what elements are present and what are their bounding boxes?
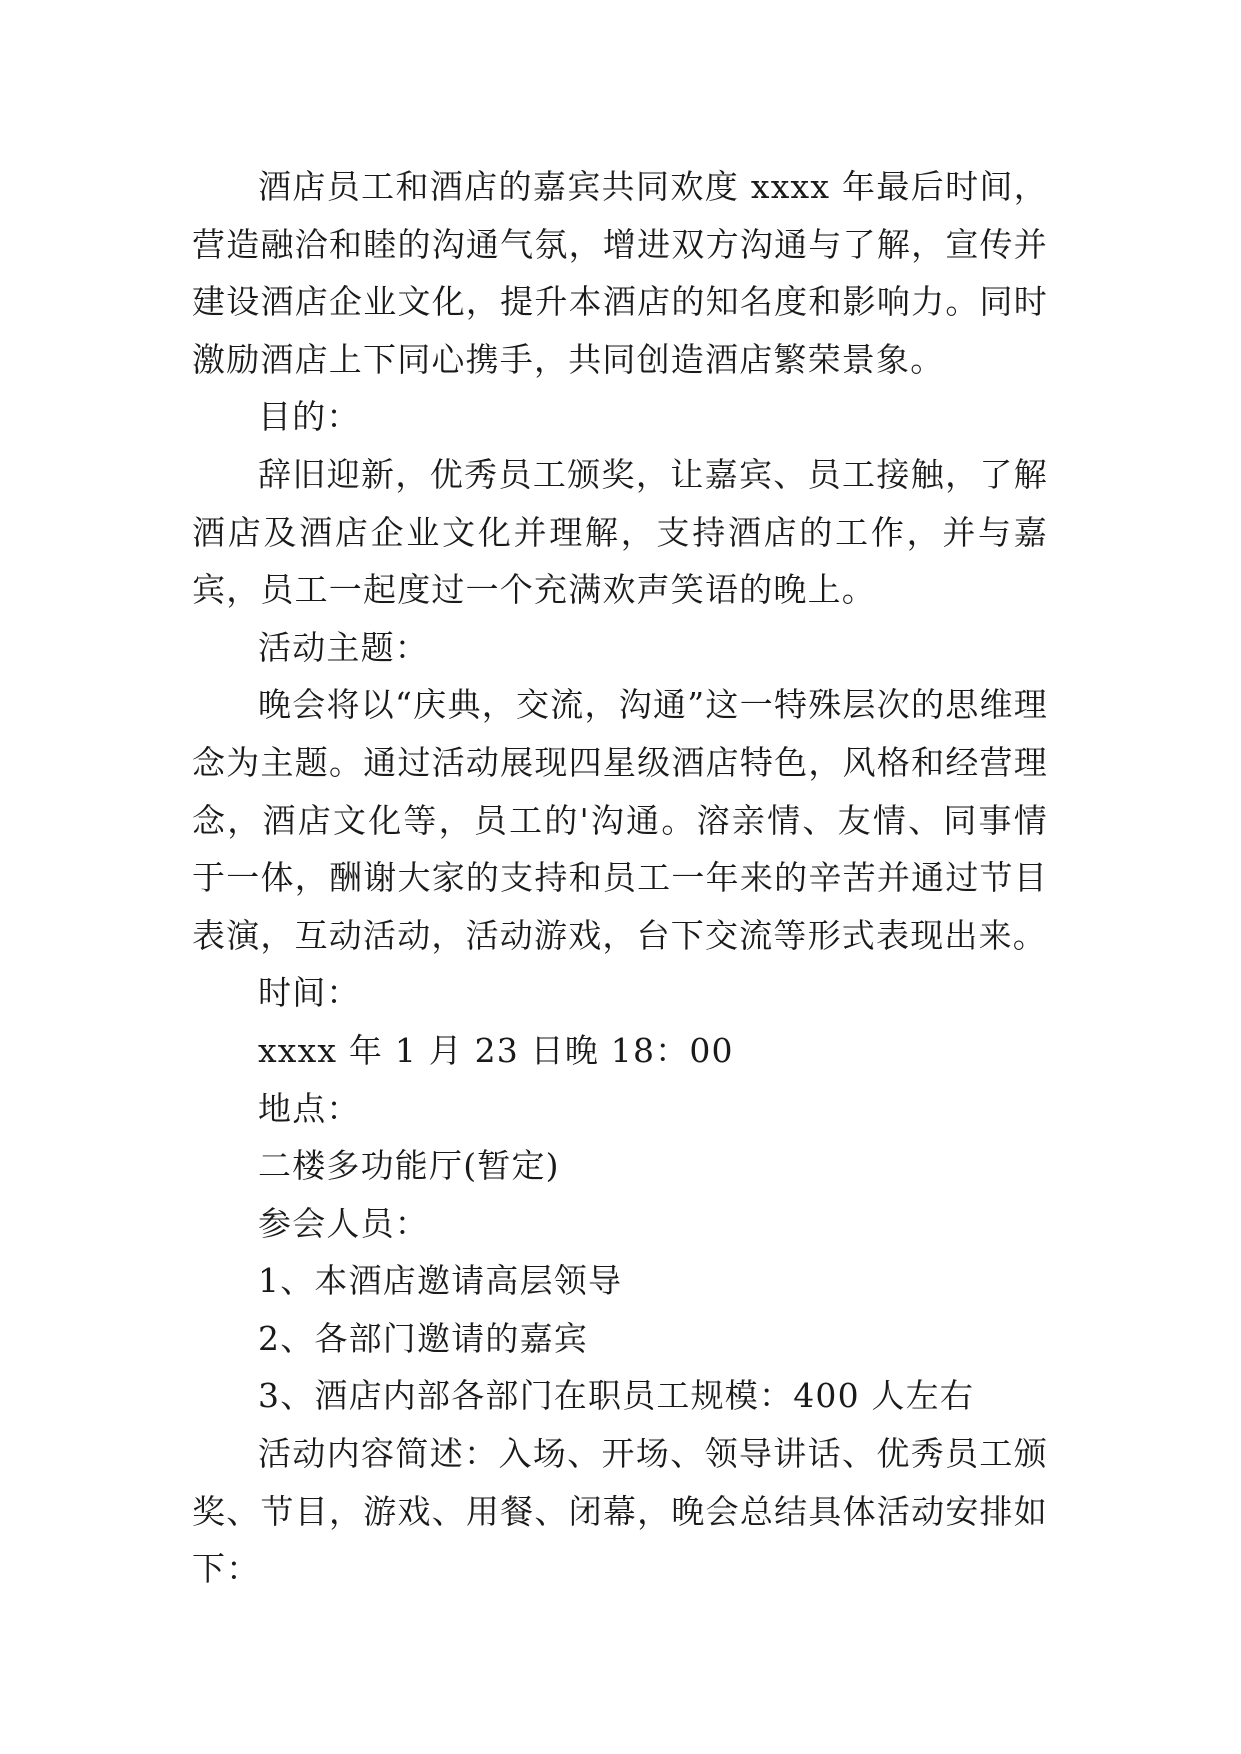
list-item-attendee-2: 2、各部门邀请的嘉宾 <box>258 1318 588 1358</box>
paragraph-purpose: 辞旧迎新，优秀员工颁奖，让嘉宾、员工接触，了解酒店及酒店企业文化并理解，支持酒店的工作，并与嘉宾，员工一起度过一个充满欢声笑语的晚上。 <box>192 454 1048 610</box>
heading-purpose: 目的： <box>258 397 361 437</box>
heading-time: 时间： <box>258 973 361 1013</box>
heading-attendees: 参会人员： <box>258 1203 429 1243</box>
document-body <box>192 158 1048 1598</box>
paragraph-intro: 酒店员工和酒店的嘉宾共同欢度 xxxx 年最后时间，营造融洽和睦的沟通气氛，增进双方沟通与了解，宣传并建设酒店企业文化，提升本酒店的知名度和影响力。同时激励酒店上下同心携手，共同创造酒店繁荣景象。 <box>192 167 1048 379</box>
paragraph-time: xxxx 年 1 月 23 日晚 18：00 <box>258 1030 734 1070</box>
heading-location: 地点： <box>258 1088 361 1128</box>
paragraph-location: 二楼多功能厅(暂定) <box>258 1146 560 1186</box>
paragraph-activity-summary: 活动内容简述：入场、开场、领导讲话、优秀员工颁奖、节目，游戏、用餐、闭幕，晚会总结具体活动安排如下： <box>192 1434 1048 1589</box>
list-item-attendee-1: 1、本酒店邀请高层领导 <box>258 1261 623 1301</box>
paragraph-theme: 晚会将以“庆典，交流，沟通”这一特殊层次的思维理念为主题。通过活动展现四星级酒店特色，风格和经营理念，酒店文化等，员工的'沟通。溶亲情、友情、同事情于一体，酬谢大家的支持和员工一年来的辛苦并通过节目表演，互动活动，活动游戏，台下交流等形式表现出来。 <box>192 685 1048 955</box>
list-item-attendee-3: 3、酒店内部各部门在职员工规模：400 人左右 <box>258 1376 975 1416</box>
heading-theme: 活动主题： <box>258 627 429 667</box>
